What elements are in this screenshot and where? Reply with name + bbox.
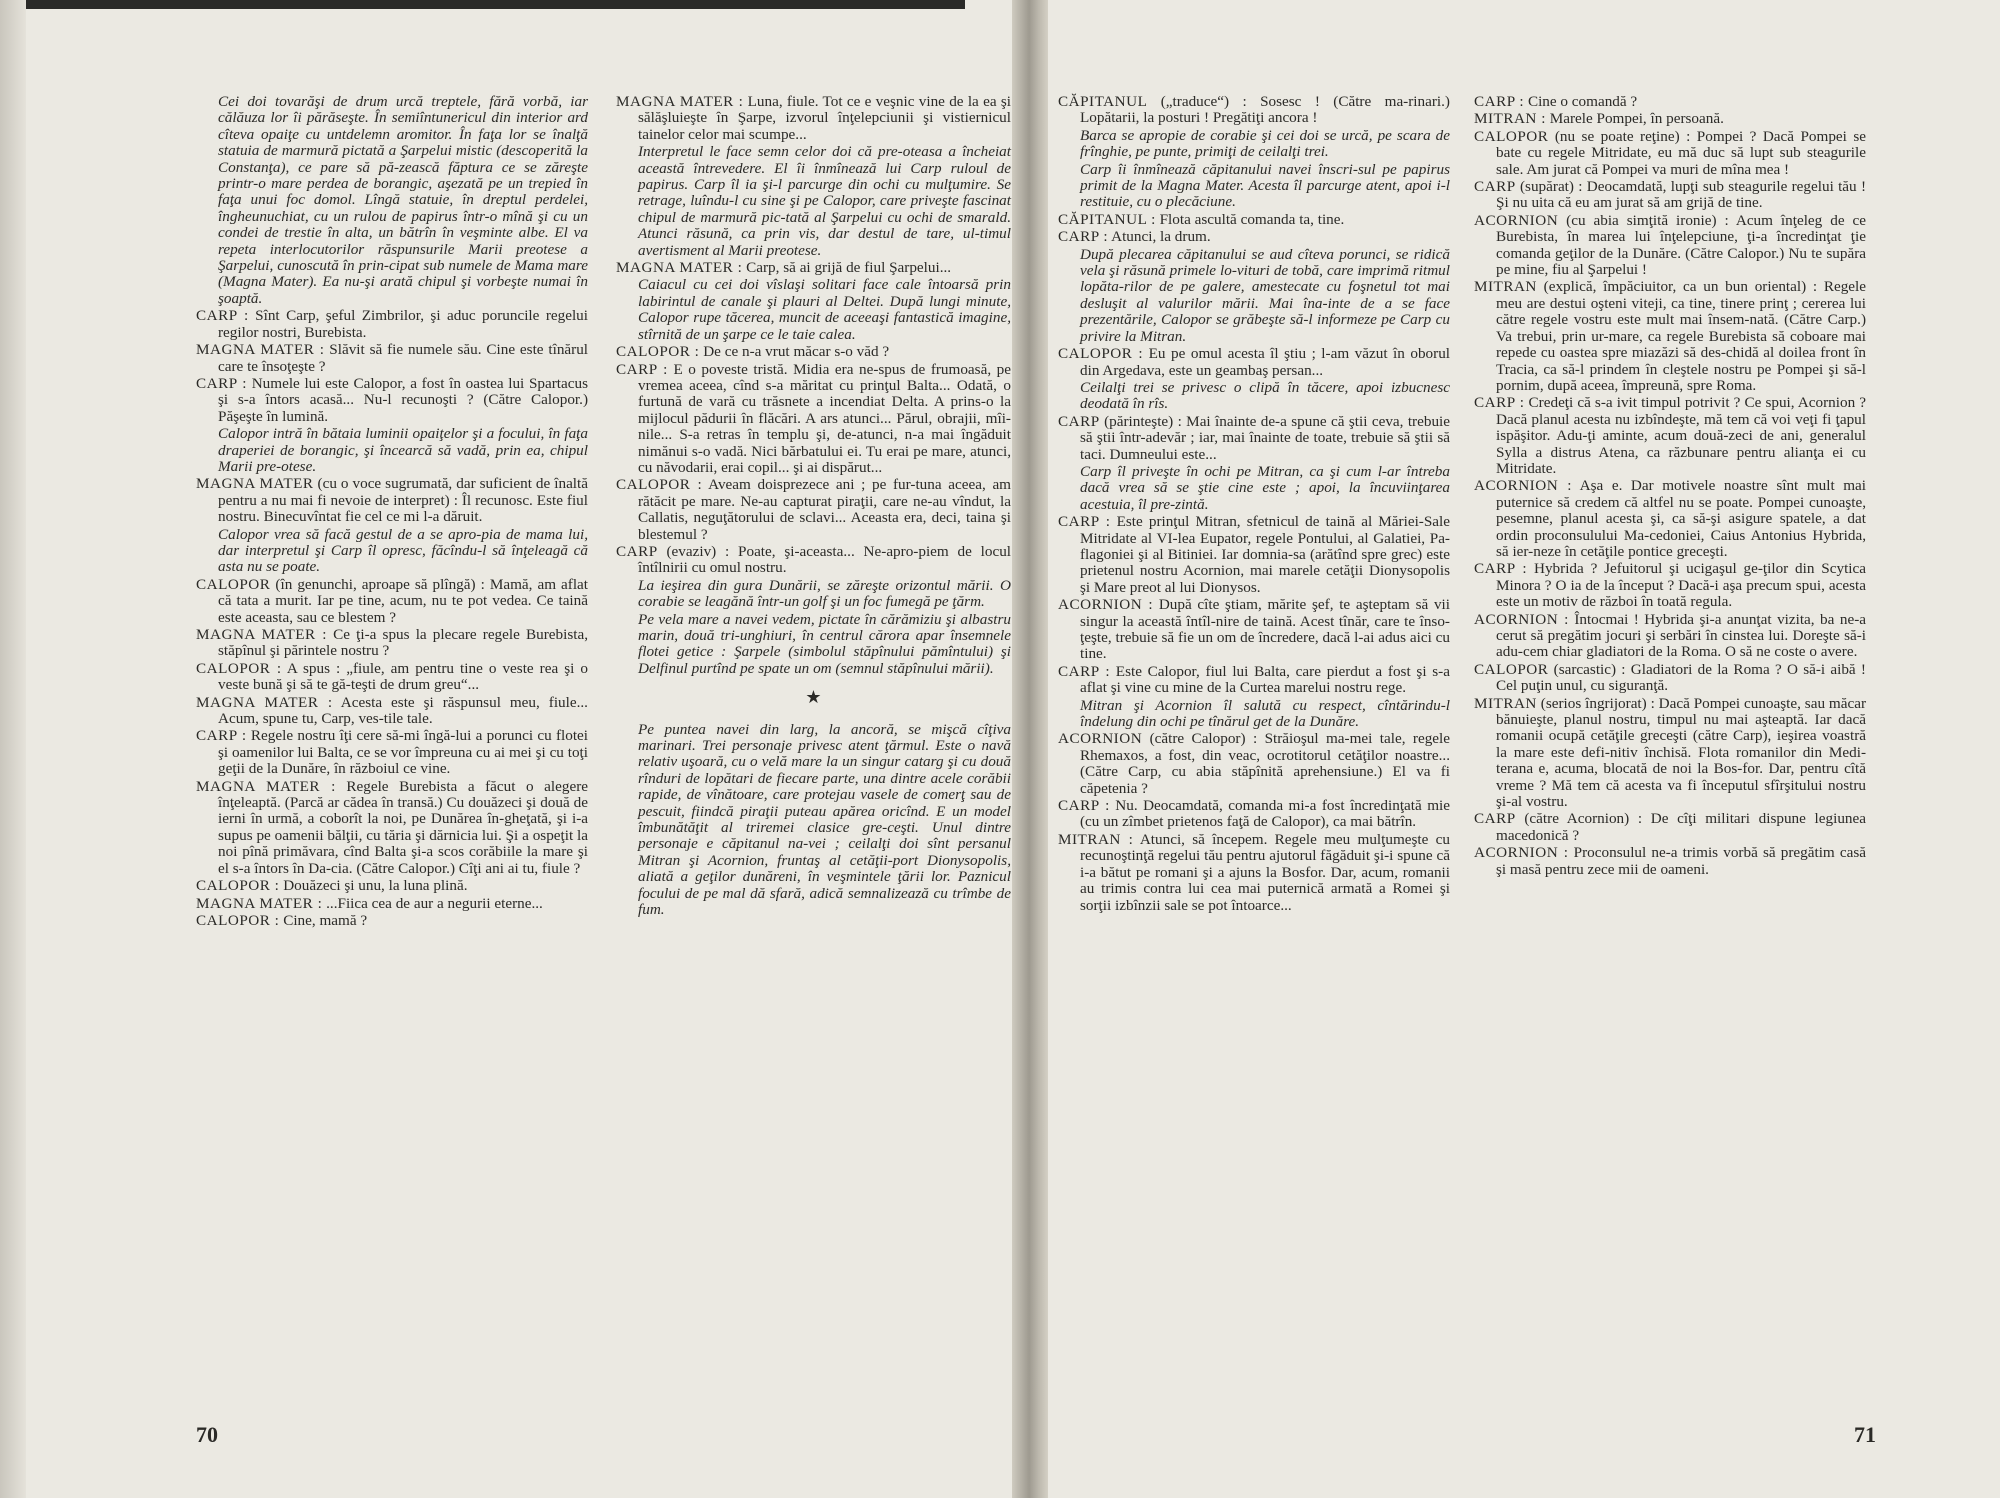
speaker-name: MAGNA MATER : bbox=[196, 894, 323, 912]
speech-text: Marele Pompei, în persoană. bbox=[1549, 110, 1724, 128]
speaker-name: CALOPOR : bbox=[196, 659, 282, 677]
speaker-name: CARP bbox=[1058, 412, 1100, 430]
speech-text: Ce ţi-a spus la plecare regele Burebista, stăpînul şi părintele nostru ? bbox=[218, 626, 588, 660]
speech-paragraph bbox=[1058, 798, 1450, 831]
section-divider-star: ★ bbox=[805, 687, 822, 708]
speech-paragraph bbox=[196, 627, 588, 660]
speaker-name: CALOPOR : bbox=[616, 476, 703, 494]
speaker-name: CALOPOR : bbox=[196, 877, 280, 895]
speech-paragraph bbox=[196, 308, 588, 341]
speech-text: De ce n-a vrut măcar s-o văd ? bbox=[703, 343, 890, 361]
speech-text: (sarcastic) : Gladiatori de la Roma ? O să-i aibă ! Cel puţin unul, cu siguranţă. bbox=[1496, 660, 1866, 695]
left-page-column-2 bbox=[616, 94, 1011, 920]
speech-text: (în genunchi, aproape să plîngă) : Mamă, am aflat că tata a murit. Iar pe tine, acum, nu te pot vedea. Ce taină este aceasta, sau ce blestem ? bbox=[218, 575, 589, 626]
speech-paragraph bbox=[1474, 111, 1866, 127]
speech-paragraph bbox=[616, 94, 1011, 143]
speaker-name: CARP : bbox=[1058, 513, 1111, 531]
speech-text: E o poveste tristă. Midia era ne-spus de frumoasă, pe vremea aceea, cînd s-a măritat cu prinţul Balta... Odată, o furtună de vară cu trăsnete a incendiat Delta. A prins-o la mijlocul pădurii în flăcări. A ars atunci... Părul, obrajii, mîi-nile... S-a retras în templu şi, de-atunci, n-a mai îngăduit nimănui s-o vadă. Nici bărbatului ei. Tu erai pe mare, atunci, cu năvodarii, erai copil... şi ai dispărut... bbox=[638, 360, 1012, 476]
speaker-name: MAGNA MATER : bbox=[616, 259, 743, 277]
speech-text: (cu o voce sugrumată, dar suficient de înaltă pentru a nu mai fi nevoie de interpret) : Îl recunosc. Este fiul nostru. Binecuvîntat fie cel ce mi l-a dăruit. bbox=[218, 475, 588, 526]
speaker-name: CALOPOR : bbox=[1058, 345, 1144, 363]
stage-direction: Ceilalţi trei se privesc o clipă în tăcere, apoi izbucnesc deodată în rîs. bbox=[1080, 378, 1450, 413]
stage-direction: La ieşirea din gura Dunării, se zăreşte orizontul mării. O corabie se leagănă într-un golf şi un foc fumegă pe ţărm. bbox=[638, 576, 1011, 611]
stage-direction: Barca se apropie de corabie şi cei doi se urcă, pe scara de frînghie, pe punte, primiţi de ceilalţi trei. bbox=[1080, 126, 1450, 161]
stage-direction: Carp îl priveşte în ochi pe Mitran, ca şi cum l-ar întreba dacă vrea să se ştie cine este ; apoi, la încuviinţarea acestuia, îl pre-zintă. bbox=[1080, 462, 1450, 513]
speech-paragraph bbox=[196, 695, 588, 728]
speech-paragraph bbox=[1058, 514, 1450, 596]
speaker-name: CARP bbox=[1474, 178, 1516, 196]
speech-paragraph bbox=[1474, 662, 1866, 695]
speech-text: ...Fiica cea de aur a negurii eterne... bbox=[326, 894, 543, 912]
speaker-name: CARP : bbox=[196, 374, 248, 392]
page-number-right: 71 bbox=[1854, 1422, 1876, 1447]
stage-direction: Carp îi înmînează căpitanului navei înscri-sul pe papirus primit de la Magna Mater. Acesta îl parcurge atent, apoi i-l restituie, cu o plecăciune. bbox=[1080, 160, 1450, 211]
speaker-name: MITRAN bbox=[1474, 278, 1537, 296]
stage-direction: Calopor intră în bătaia luminii opaiţelor şi a focului, în faţa draperiei de borangic, şi încearcă să vadă, prin ea, chipul Marii pre-otese. bbox=[218, 425, 588, 475]
speech-paragraph bbox=[1058, 731, 1450, 797]
speech-text: A spus : „fiule, am pentru tine o veste rea şi o veste bună şi să te gă-teşti de drum greu“... bbox=[218, 659, 588, 694]
speaker-name: MAGNA MATER : bbox=[196, 341, 325, 359]
speech-paragraph bbox=[1474, 612, 1866, 661]
speech-paragraph bbox=[1474, 279, 1866, 394]
speaker-name: CĂPITANUL : bbox=[1058, 210, 1156, 228]
speech-paragraph bbox=[1058, 832, 1450, 914]
speech-paragraph bbox=[616, 362, 1011, 477]
speaker-name: CARP : bbox=[1474, 560, 1528, 578]
speech-text: Aşa e. Dar motivele noastre sînt mult mai puternice să credem că altfel nu se poate. Pompei cunoaşte, pesemne, planul acesta şi, ca să-şi asigure spatele, a dat ordin proconsulului Ma-cedoniei, Caius Antonius Hybrida, să ier-neze în cetăţile pontice greceşti. bbox=[1496, 477, 1866, 560]
speech-paragraph bbox=[1474, 179, 1866, 212]
speaker-name: CARP : bbox=[196, 727, 247, 745]
speech-text: (evaziv) : Poate, şi-aceasta... Ne-apro-piem de locul întîlnirii cu omul nostru. bbox=[638, 542, 1012, 577]
speech-paragraph bbox=[616, 344, 1011, 360]
speech-paragraph bbox=[1058, 229, 1450, 245]
speech-text: Numele lui este Calopor, a fost în oastea lui Spartacus şi s-a întors acasă... Nu-l recunoşti ? (Către Calopor.) Păşeşte în lumină. bbox=[218, 374, 588, 425]
speech-paragraph bbox=[1058, 597, 1450, 663]
stage-direction: Interpretul le face semn celor doi că pre-oteasa a încheiat această întrevedere. El îi înmînează lui Carp ruloul de papirus. Carp îl ia şi-l parcurge din ochi cu mulţumire. Se retrage, luîndu-l cu sine şi pe Calopor, care priveşte fascinat chipul de marmură pic-tată al Şarpelui cu ochi de smarald. Atunci răsună, ca prin vis, dar destul de tare, ul-timul avertisment al Marii preotese. bbox=[638, 143, 1011, 259]
speaker-name: ACORNION bbox=[1058, 730, 1143, 748]
speaker-name: CARP : bbox=[1058, 662, 1111, 680]
speaker-name: CARP : bbox=[196, 307, 249, 325]
speaker-name: MITRAN bbox=[1474, 694, 1537, 712]
speech-paragraph bbox=[1058, 664, 1450, 697]
speech-paragraph bbox=[1474, 696, 1866, 811]
speaker-name: MITRAN : bbox=[1474, 110, 1546, 128]
speaker-name: MAGNA MATER : bbox=[196, 626, 328, 643]
speaker-name: CALOPOR : bbox=[616, 343, 700, 361]
stage-direction: Calopor vrea să facă gestul de a se apro-pia de mama lui, dar interpretul şi Carp îl opresc, făcîndu-l să înţeleagă că asta nu se poate. bbox=[218, 525, 588, 576]
speech-paragraph bbox=[196, 728, 588, 777]
speech-text: (explică, împăciuitor, ca un bun oriental) : Regele meu are destui oşteni viteji, ca tine, tinere prinţ ; cererea lui către regele vostru este mult mai însem-nată. (Către Carp.) Va trebui, prin ur-mare, ca regele Burebista să coboare mai repede cu oastea spre miazăzi să des-chidă al doilea front în Tracia, ca să-l prindem în cleştele nostru pe Pompei şi să-l pornim, după aceea, împreună, spre Roma. bbox=[1496, 278, 1867, 394]
speech-paragraph bbox=[196, 878, 588, 894]
speech-text: Carp, să ai grijă de fiul Şarpelui... bbox=[746, 259, 952, 277]
speech-text: („traduce“) : Sosesc ! (Către ma-rinari.) Lopătarii, la posturi ! Pregătiţi ancora ! bbox=[1080, 93, 1450, 127]
speech-text: (către Acornion) : De cîţi militari dispune legiunea macedonică ? bbox=[1496, 810, 1866, 844]
speech-text: Regele Burebista a făcut o alegere înţeleaptă. (Parcă ar cădea în transă.) Cu douăzeci şi două de ierni în urmă, a coborît la noi, pe Dunărea în-gheţată, şi i-a supus pe oamenii bălţii, cu tăria şi dărnicia lui. Şi a ospeţit la noi pînă primăvara, cînd Balta şi-a scos corăbiile la mare şi el s-a întors în Da-cia. (Către Calopor.) Cîţi ani ai tu, fiule ? bbox=[218, 777, 588, 877]
speaker-name: CARP : bbox=[1474, 93, 1525, 110]
speaker-name: CALOPOR bbox=[196, 575, 271, 593]
right-page-column-1 bbox=[1058, 94, 1450, 915]
speaker-name: CARP : bbox=[616, 360, 668, 378]
left-page-column-1 bbox=[196, 94, 588, 930]
speaker-name: ACORNION : bbox=[1474, 610, 1569, 628]
speech-paragraph bbox=[1058, 212, 1450, 228]
speech-text: Proconsulul ne-a trimis vorbă să pregătim casă şi masă pentru zece mii de oameni. bbox=[1496, 844, 1866, 878]
speech-paragraph bbox=[196, 896, 588, 912]
right-page-column-2 bbox=[1474, 94, 1866, 879]
speech-text: Acesta este şi răspunsul meu, fiule... Acum, spune tu, Carp, ves-tile tale. bbox=[218, 693, 588, 728]
stage-direction: Pe vela mare a navei vedem, pictate în cărămiziu şi albastru marin, două tri-unghiuri, în centrul cărora apar însemnele flotei getice : Şarpele (simbolul stăpînului pămîntului) şi Delfinul purtînd pe spate un om (semnul stăpînului mării). bbox=[638, 610, 1011, 677]
speaker-name: CĂPITANUL bbox=[1058, 93, 1148, 110]
speaker-name: CARP bbox=[616, 542, 658, 560]
speaker-name: MITRAN : bbox=[1058, 830, 1134, 848]
speech-paragraph bbox=[196, 913, 588, 929]
speech-text: (nu se poate reţine) : Pompei ? Dacă Pompei se bate cu regele Mitridate, eu mă duc să lupt sub steagurile sale. Am jurat că Pompei va muri de mîna mea ! bbox=[1496, 127, 1866, 178]
speech-text: Întocmai ! Hybrida şi-a anunţat vizita, ba ne-a cerut să pregătim jocuri şi serbări în cinstea lui. Doreşte să-i adu-cem chiar gladiatori de la Roma. O să ne coste o avere. bbox=[1496, 610, 1866, 661]
stage-direction: Mitran şi Acornion îl salută cu respect, cîntărindu-l îndelung din ochi pe tînărul get de la Dunăre. bbox=[1080, 696, 1450, 731]
speech-text: Sînt Carp, şeful Zimbrilor, şi aduc poruncile regelui regilor nostri, Burebista. bbox=[218, 307, 588, 341]
right-page bbox=[1048, 0, 2000, 1498]
speech-paragraph bbox=[1474, 845, 1866, 878]
book-left-edge bbox=[0, 0, 26, 1498]
speech-text: Hybrida ? Jefuitorul şi ucigaşul ge-ţilor din Scytica Minora ? O ia de la început ? Dacă-i aşa precum spui, acesta este un motiv de război în toată regula. bbox=[1496, 560, 1866, 611]
speaker-name: CALOPOR : bbox=[196, 911, 280, 929]
stage-direction: Cei doi tovarăşi de drum urcă treptele, fără vorbă, iar călăuza lor îi părăseşte. În semiîntunericul din interior ard cîteva opaiţe cu untdelemn aromitor. În faţa lor se înalţă statuia de marmură pictată a Şarpelui mistic (descoperită la Constanţa), ce pare să pă-zească făptura ce se zăreşte printr-o mare perdea de borangic, aşezată pe un trepied în faţa unui foc domol. Lîngă statuie, în dreptul perdelei, îngheunuchiat, cu un rulou de papirus într-o mînă şi cu un condei de trestie în alta, un bătrîn în veşminte albe. El va repeta interlocutorilor răspunsurile Marii preotese a Şarpelui, cunoscută în prin-cipat sub numele de Mama mare (Magna Mater). Ea nu-şi arată chipul şi vorbeşte numai în şoaptă. bbox=[218, 93, 588, 307]
speech-text: (părinteşte) : Mai înainte de-a spune că ştii ceva, trebuie să ştii într-adevăr ; iar, mai înainte de toate, trebuie să ştii să taci. Dumneului este... bbox=[1080, 412, 1450, 463]
speech-paragraph bbox=[196, 342, 588, 375]
speech-paragraph bbox=[1474, 129, 1866, 178]
speech-paragraph bbox=[1474, 561, 1866, 610]
speaker-name: ACORNION : bbox=[1058, 596, 1154, 614]
speech-paragraph bbox=[196, 779, 588, 877]
speech-text: Flota ascultă comanda ta, tine. bbox=[1159, 210, 1345, 228]
speaker-name: MAGNA MATER : bbox=[196, 693, 333, 711]
speech-paragraph bbox=[1474, 94, 1866, 110]
speech-paragraph bbox=[196, 577, 588, 626]
speech-text: Atunci, să începem. Regele meu mulţumeşte cu recunoştinţă regelui tău pentru ajutorul făgăduit şi-i spune că i-a bătut pe romani şi a ajuns la Bosfor. Dar, acum, romanii au trimis contra lui cea mai puternică armată a Romei şi sorţii izbînzii sale se pot întoarce... bbox=[1080, 830, 1450, 914]
speech-text: Luna, fiule. Tot ce e veşnic vine de la ea şi sălăşluieşte în Şarpe, izvorul înţelepciunii şi vistiernicul tainelor celor mai scumpe... bbox=[638, 93, 1011, 143]
speech-text: Este Calopor, fiul lui Balta, care pierdut a fost şi s-a aflat şi vine cu mine de la Curtea marelui nostru rege. bbox=[1080, 662, 1450, 697]
page-number-left: 70 bbox=[196, 1422, 218, 1447]
speech-paragraph bbox=[196, 661, 588, 694]
speech-paragraph bbox=[1058, 414, 1450, 463]
speaker-name: MAGNA MATER : bbox=[196, 777, 336, 795]
speech-text: Aveam doisprezece ani ; pe fur-tuna aceea, am rătăcit pe mare. Ne-au capturat piraţii, care ne-au vîndut, la Callatis, neguţătorului de sclavi... Aceasta era, deci, taina şi blestemul ? bbox=[638, 476, 1011, 543]
speech-paragraph bbox=[616, 477, 1011, 543]
speaker-name: ACORNION : bbox=[1474, 844, 1569, 862]
speech-paragraph bbox=[1474, 811, 1866, 844]
speech-paragraph bbox=[616, 544, 1011, 577]
speech-text: După cîte ştiam, mărite şef, te aşteptam să vii singur la această întîl-nire de taină. Acest tînăr, care te înso-ţeşte, trebuie să fie un om de încredere, dacă l-ai adus aici cu tine. bbox=[1080, 596, 1450, 663]
book-spine bbox=[1012, 0, 1050, 1498]
top-dark-band bbox=[0, 0, 965, 9]
speech-text: Nu. Deocamdată, comanda mi-a fost încredinţată mie (cu un zîmbet prietenos faţă de Calopor), ca mai bătrîn. bbox=[1080, 797, 1450, 831]
speech-text: Slăvit să fie numele său. Cine este tînărul care te însoţeşte ? bbox=[218, 341, 589, 375]
speech-text: Regele nostru îţi cere să-mi îngă-lui a porunci cu flotei şi oamenilor lui Balta, ce se vor împreuna cu ai mei şi cu toţi geţii de la Dunăre, în războiul ce vine. bbox=[218, 727, 588, 778]
speech-text: Este prinţul Mitran, sfetnicul de taină al Măriei-Sale Mitridate al VI-lea Eupator, regele Pontului, al Galatiei, Pa-flagoniei şi al Bitiniei. Iar domnia-sa (arătînd spre grec) este prietenul nostru Acornion, mai marele cetăţii Dionysopolis şi Mare preot al lui Dionysos. bbox=[1080, 513, 1450, 596]
speech-paragraph bbox=[196, 376, 588, 425]
speech-paragraph bbox=[1058, 94, 1450, 127]
speech-paragraph bbox=[616, 260, 1011, 276]
speaker-name: CALOPOR bbox=[1474, 660, 1549, 678]
speech-text: (serios îngrijorat) : Dacă Pompei cunoaşte, sau măcar bănuieşte, planul nostru, timpul nu mai aşteaptă. Iar dacă romanii ocupă cetăţile greceşti (către Carp), ieşirea voastră la mare este defi-nitiv închisă. Flota romanilor din Medi-terana e, acuma, blocată de noi la Bos-for. Dar, pentru cîtă vreme ? Mă tem că acesta va fi începutul sfîrşitului nostru şi-al vostru. bbox=[1496, 694, 1867, 811]
speaker-name: CALOPOR bbox=[1474, 127, 1549, 145]
speaker-name: MAGNA MATER : bbox=[616, 93, 744, 110]
speech-text: Credeţi că s-a ivit timpul potrivit ? Ce spui, Acornion ? Dacă planul acesta nu izbîndeşte, mă tem că voi veţi fi ţapul ispăşitor. Adu-ţi aminte, acum două-zeci de ani, generalul Sylla a distrus Atena, ca răzbunare pentru alianţa ei cu Mitridate. bbox=[1496, 394, 1867, 477]
stage-direction: Pe puntea navei din larg, la ancoră, se mişcă cîţiva marinari. Trei personaje privesc atent ţărmul. Este o navă relativ uşoară, cu o velă mare la un singur catarg şi cu două rînduri de lopătari de fiecare parte, una dintre acele corăbii rapide, de vînătoare, care protejau vasele de comerţ sau de pescuit, fiindcă piraţii puteau apărea oricînd. E un model îmbunătăţit al triremei clasice gre-ceşti. Unul dintre personaje e căpitanul na-vei ; ceilalţi doi sînt persanul Mitran şi Acornion, fruntaş al cetăţii-port Dionysopolis, aliată a geţilor dunăreni, în veşmintele ţării lor. Paznicul focului de pe mal dă sfară, adică semnalizează cu trîmbe de fum. bbox=[638, 720, 1011, 919]
speech-paragraph bbox=[1474, 395, 1866, 477]
speech-text: Cine o comandă ? bbox=[1527, 93, 1638, 110]
speech-paragraph bbox=[196, 476, 588, 525]
speaker-name: CARP : bbox=[1058, 228, 1109, 246]
speech-text: Douăzeci şi unu, la luna plină. bbox=[283, 877, 468, 895]
speech-paragraph bbox=[1058, 346, 1450, 379]
speech-text: (supărat) : Deocamdată, lupţi sub steagurile regelui tău ! Şi nu uita că eu am jurat să am grijă de tine. bbox=[1496, 178, 1866, 212]
speech-text: Eu pe omul acesta îl ştiu ; l-am văzut în oborul din Argedava, este un geambaş persan... bbox=[1080, 345, 1451, 379]
speaker-name: ACORNION bbox=[1474, 211, 1559, 229]
stage-direction: După plecarea căpitanului se aud cîteva porunci, se ridică vela şi răsună primele lo-vituri de tobă, care imprimă ritmul lopăta-rilor de pe galere, amestecate cu foşnetul tot mai desluşit al valurilor mării. Mai îna-inte de a se face prezentările, Calopor se grăbeşte să-l informeze pe Carp cu privire la Mitran. bbox=[1080, 245, 1450, 345]
speaker-name: CARP : bbox=[1474, 394, 1525, 412]
speaker-name: MAGNA MATER bbox=[196, 475, 314, 493]
speech-text: (cu abia simţită ironie) : Acum înţeleg de ce Burebista, în marea lui înţelepciune, ţi-a încredinţat ţie comanda geţilor de la Dunăre. (Către Calopor.) Nu te supăra pe mine, fiu al Şarpelui ! bbox=[1496, 211, 1867, 279]
speech-text: Atunci, la drum. bbox=[1111, 228, 1211, 246]
speaker-name: ACORNION : bbox=[1474, 477, 1572, 495]
speaker-name: CARP bbox=[1474, 810, 1516, 828]
speech-paragraph bbox=[1474, 478, 1866, 560]
speech-text: Cine, mamă ? bbox=[283, 911, 368, 929]
speaker-name: CARP : bbox=[1058, 797, 1110, 815]
speech-text: (către Calopor) : Străioşul ma-mei tale, regele Rhemaxos, a fost, din veac, ocrotitorul cetăţilor noastre... (Către Carp, cu abia stăpînită aprehensiune.) El va fi căpetenia ? bbox=[1080, 730, 1451, 797]
speech-paragraph bbox=[1474, 213, 1866, 279]
stage-direction: Caiacul cu cei doi vîslaşi solitari face cale întoarsă prin labirintul de canale şi plauri al Deltei. După lungi minute, Calopor rupe tăcerea, muncit de aceeaşi fantastică imagine, stîrnită de un şarpe ce le taie calea. bbox=[638, 276, 1011, 343]
